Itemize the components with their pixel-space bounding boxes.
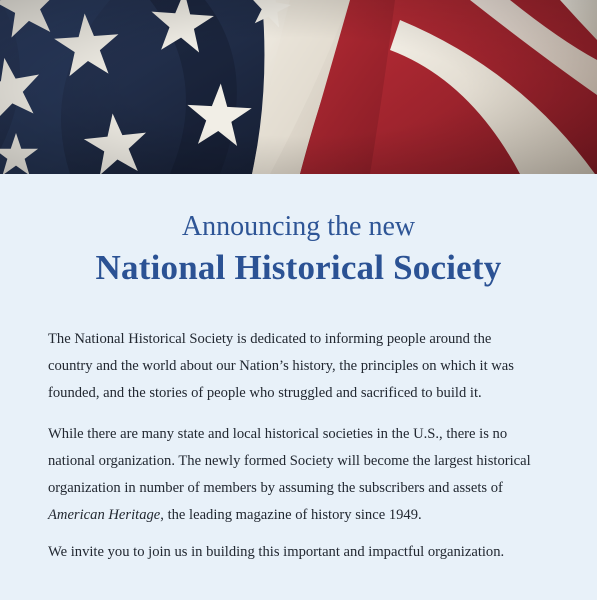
paragraph-mission bbox=[48, 326, 548, 407]
magazine-title: American Heritage bbox=[48, 507, 161, 523]
paragraph-line: national organization. The newly formed Society will become the largest historical bbox=[48, 453, 531, 469]
magazine-description: , the leading magazine of history since 1949. bbox=[160, 507, 422, 523]
paragraph-line-american-heritage bbox=[48, 502, 548, 529]
paragraph-line: While there are many state and local historical societies in the U.S., there is no bbox=[48, 426, 508, 442]
paragraph-line: We invite you to join us in building this important and impactful organization. bbox=[48, 544, 505, 560]
paragraph-invitation bbox=[48, 539, 548, 566]
paragraph-line: founded, and the stories of people who struggled and sacrificed to build it. bbox=[48, 385, 482, 401]
paragraph-line: The National Historical Society is dedicated to informing people around the bbox=[48, 331, 492, 347]
paragraph-line: organization in number of members by assuming the subscribers and assets of bbox=[48, 480, 503, 496]
announcement-subheading: Announcing the new bbox=[181, 211, 416, 242]
paragraph-national-organization bbox=[48, 421, 548, 529]
society-title: National Historical Society bbox=[95, 248, 502, 287]
flag-illustration bbox=[0, 0, 597, 174]
flag-hero-image bbox=[0, 0, 597, 174]
paragraph-line: country and the world about our Nation’s history, the principles on which it was bbox=[48, 358, 514, 374]
